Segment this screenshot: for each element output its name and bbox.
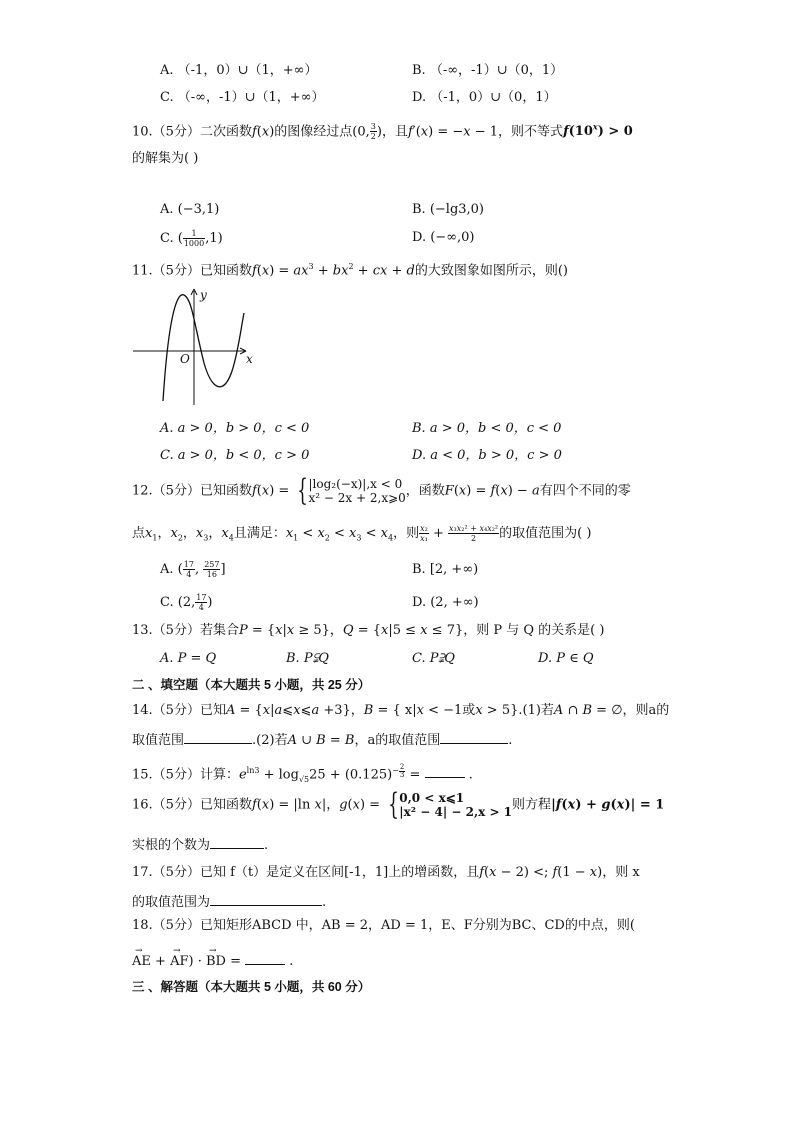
- q10-option-a: A. (−3,1): [160, 202, 220, 217]
- q13-option-c: C. P⫌Q: [412, 651, 455, 666]
- q17-stem-line2: 的取值范围为 .: [132, 891, 326, 912]
- q11-stem: 11.（5分）已知函数$f(x) = ax^3 + bx^2$ + cx + d的大致图象如图所示，则(): [132, 262, 568, 279]
- q12-option-d: D. (2, +∞): [412, 595, 479, 610]
- q16-stem: 16.（5分）已知函数f(x) = |ln x|，g(x) = { 0,0 < x⩽1 |x² − 4| − 2,x > 1 则方程|f(x) + g(x)| = 1: [132, 787, 665, 822]
- q17-stem: 17.（5分）已知 f（t）是定义在区间[-1，1]上的增函数，且f(x − 2) <; f(1 − x)，则 x: [132, 865, 640, 880]
- q9-option-a: A. （-1，0）∪（1，+∞）: [160, 63, 318, 78]
- q14-stem: 14.（5分）已知A = {x|a⩽x⩽a +3}，B = { x|x < −1或x > 5}.(1)若A ∩ B = ∅，则a的: [132, 703, 670, 718]
- q10-option-c: C. ( $\frac{1}{1000}$ ,1): [160, 229, 223, 248]
- q12-option-b: B. [2, +∞): [412, 562, 479, 577]
- q18-stem-line2: AE → + AF → ) · BD → = .: [132, 946, 294, 969]
- q12-stem-line2: 点$x_1$，$x_2$，$x_3$，$x_4$且满足：$x_1 < x_2 < x_3 < x_4$，则 $\frac{\text{x₂}}{\text{x₁}}$ + $\frac{\text{x₃x₂² + x₄x₂²}}{2}$ 的取值范围为( ): [132, 524, 592, 543]
- q12-option-a: A. ( $\frac{17}{4}$ , $\frac{257}{16}$ ]: [160, 560, 226, 579]
- q12-option-c: C. (2, $\frac{17}{4}$ ): [160, 593, 213, 612]
- q13-option-d: D. P ∈ Q: [538, 651, 594, 666]
- answer-blank[interactable]: [425, 763, 465, 778]
- q14-stem-line2: 取值范围 .(2)若A ∪ B = B，a的取值范围 .: [132, 729, 512, 750]
- q10-option-d: D. (−∞,0): [412, 230, 475, 245]
- answer-blank[interactable]: [210, 891, 322, 906]
- q9-option-d: D. （-1，0）∪（0，1）: [412, 90, 557, 105]
- q11-option-b: B. a > 0，b < 0，c < 0: [412, 421, 562, 436]
- q11-option-d: D. a < 0，b > 0，c > 0: [412, 448, 562, 463]
- q16-stem-line2: 实根的个数为 .: [132, 834, 268, 855]
- section-solution-heading: 三 、解答题（本大题共 5 小题，共 60 分）: [132, 980, 371, 994]
- q10-stem: 10.（5分）二次函数f(x)的图像经过点(0, $\frac{3}{2}$ )，且f′(x) = −x − 1，则不等式$f(10^x) > 0$: [132, 122, 633, 142]
- answer-blank[interactable]: [184, 729, 252, 744]
- q11-function-graph: [130, 283, 260, 407]
- q10-option-b: B. (−lg3,0): [412, 202, 485, 217]
- q18-stem: 18.（5分）已知矩形ABCD 中，AB = 2，AD = 1，E、F分别为BC、CD的中点，则(: [132, 918, 635, 933]
- origin-label: O: [180, 352, 190, 366]
- section-fill-in-heading: 二 、填空题（本大题共 5 小题，共 25 分）: [132, 678, 371, 692]
- q11-option-c: C. a > 0，b < 0，c > 0: [160, 448, 310, 463]
- q11-option-a: A. a > 0，b > 0，c < 0: [160, 421, 310, 436]
- q13-option-b: B. P⫋Q: [286, 651, 329, 666]
- q15-stem: 15.（5分）计算：$e^{ln3} + \log_{√5}25 + (0.125)^{- \frac{2}{3}}$ = .: [132, 762, 473, 784]
- answer-blank[interactable]: [440, 729, 508, 744]
- cubic-curve: [163, 295, 244, 401]
- q9-option-b: B. （-∞，-1）∪（0，1）: [412, 63, 564, 78]
- q12-stem: 12.（5分）已知函数f(x) = { |log₂(−x)|,x < 0 x² − 2x + 2,x⩾0 ，函数F(x) = f(x) − a有四个不同的零: [132, 473, 631, 508]
- answer-blank[interactable]: [245, 950, 285, 965]
- q10-stem-line2: 的解集为( ): [132, 151, 199, 166]
- answer-blank[interactable]: [210, 834, 264, 849]
- q13-option-a: A. P = Q: [160, 651, 217, 666]
- q9-option-c: C. （-∞，-1）∪（1，+∞）: [160, 90, 325, 105]
- q13-stem: 13.（5分）若集合P = {x|x ≥ 5}，Q = {x|5 ≤ x ≤ 7}，则 P 与 Q 的关系是( ): [132, 623, 605, 638]
- axis-x-label: x: [246, 352, 253, 366]
- axis-y-label: y: [200, 288, 207, 302]
